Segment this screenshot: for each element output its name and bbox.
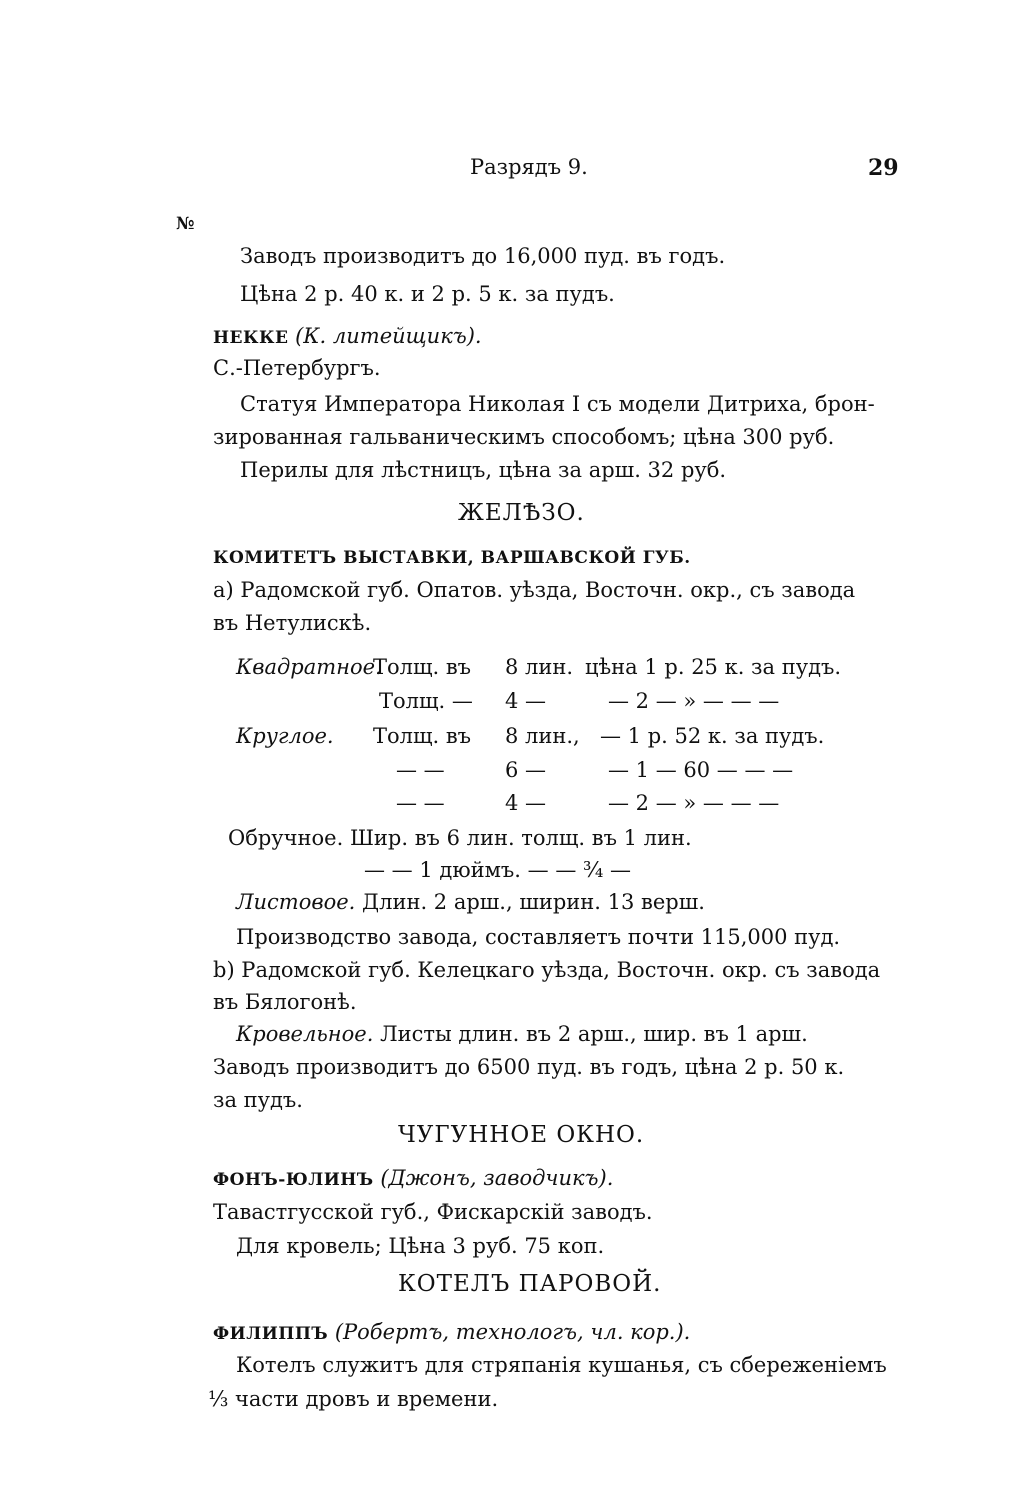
boiler-exhibitor-heading — [213, 1320, 690, 1344]
roofing-output-line: Заводъ производитъ до 6500 пуд. въ годъ, цѣна 2 р. 50 к. — [213, 1055, 845, 1079]
roofing-iron-line — [236, 1022, 808, 1046]
boiler-exhibitor-role: (Робертъ, технологъ, чл. кор.). — [334, 1320, 691, 1344]
roofing-iron-name: Кровельное. — [236, 1022, 374, 1046]
table-cell: цѣна 1 р. 25 к. за пудъ. — [585, 655, 842, 679]
boiler-exhibitor-name: ФИЛИППЪ — [213, 1324, 329, 1344]
railings-line: Перилы для лѣстницъ, цѣна за арш. 32 руб. — [240, 458, 727, 482]
window-exhibitor-heading — [213, 1166, 613, 1190]
window-price-line: Для кровель; Цѣна 3 руб. 75 коп. — [236, 1234, 605, 1258]
window-exhibitor-name: ФОНЪ-ЮЛИНЪ — [213, 1170, 374, 1190]
boiler-line-2: ⅓ части дровъ и времени. — [208, 1387, 499, 1411]
statue-line-2: зированная гальваническимъ способомъ; цѣна 300 руб. — [213, 425, 835, 449]
window-place: Тавастгусской губ., Фискарскій заводъ. — [213, 1200, 653, 1224]
sheet-iron-line — [236, 890, 705, 914]
table-cell: 6 — — [505, 758, 547, 782]
table-cell: Толщ. — — [379, 689, 473, 713]
origin-a-line-2: въ Нетулискѣ. — [213, 611, 372, 635]
roofing-iron-text: Листы длин. въ 2 арш., шир. въ 1 арш. — [380, 1022, 808, 1046]
sheet-iron-text: Длин. 2 арш., ширин. 13 верш. — [362, 890, 705, 914]
exhibitor-city: С.-Петербургъ. — [213, 356, 381, 380]
table-cell: 8 лин., — [505, 724, 580, 748]
section-title-boiler: КОТЕЛЪ ПАРОВОЙ. — [398, 1271, 662, 1297]
table-cell: 8 лин. — [505, 655, 574, 679]
number-sign: № — [176, 214, 195, 234]
roofing-price-unit: за пудъ. — [213, 1088, 303, 1112]
table-row-name: Квадратное. — [236, 655, 382, 679]
page-number: 29 — [868, 155, 899, 181]
sheet-iron-name: Листовое. — [236, 890, 356, 914]
table-cell: — 1 — 60 — — — — [608, 758, 794, 782]
table-cell: — — — [396, 758, 445, 782]
committee-heading: КОМИТЕТЪ ВЫСТАВКИ, ВАРШАВСКОЙ ГУБ. — [213, 548, 691, 568]
plant-output-line: Производство завода, составляетъ почти 115,000 пуд. — [236, 925, 841, 949]
table-cell: — — — [396, 791, 445, 815]
window-exhibitor-role: (Джонъ, заводчикъ). — [380, 1166, 614, 1190]
production-line: Заводъ производитъ до 16,000 пуд. въ годъ. — [240, 244, 726, 268]
table-cell: 4 — — [505, 689, 547, 713]
price-line: Цѣна 2 р. 40 к. и 2 р. 5 к. за пудъ. — [240, 282, 615, 306]
origin-b-line-2: въ Бялогонѣ. — [213, 990, 357, 1014]
statue-line-1: Статуя Императора Николая I съ модели Дитриха, брон- — [240, 392, 875, 416]
table-cell: — 2 — » — — — — [608, 791, 780, 815]
running-header: Разрядъ 9. — [470, 155, 588, 179]
table-cell: Толщ. въ — [373, 724, 472, 748]
exhibitor-role: (К. литейщикъ). — [295, 324, 482, 348]
boiler-line-1: Котелъ служитъ для стряпанія кушанья, съ сбереженіемъ — [236, 1353, 887, 1377]
exhibitor-name: НЕККЕ — [213, 328, 289, 348]
table-cell: — 2 — » — — — — [608, 689, 780, 713]
hoop-iron-line-1: Обручное. Шир. въ 6 лин. толщ. въ 1 лин. — [228, 826, 692, 850]
origin-b-line-1: b) Радомской губ. Келецкаго уѣзда, Восточн. окр. съ завода — [213, 958, 881, 982]
exhibitor-heading — [213, 324, 482, 348]
table-cell: 4 — — [505, 791, 547, 815]
table-row-name: Круглое. — [236, 724, 334, 748]
section-title-iron: ЖЕЛѢЗО. — [458, 500, 585, 526]
origin-a-line-1: а) Радомской губ. Опатов. уѣзда, Восточн. окр., съ завода — [213, 578, 856, 602]
table-cell: — 1 р. 52 к. за пудъ. — [600, 724, 825, 748]
table-cell: Толщ. въ — [373, 655, 472, 679]
section-title-window: ЧУГУННОЕ ОКНО. — [398, 1122, 645, 1148]
hoop-iron-line-2: — — 1 дюймъ. — — ¾ — — [364, 858, 632, 882]
